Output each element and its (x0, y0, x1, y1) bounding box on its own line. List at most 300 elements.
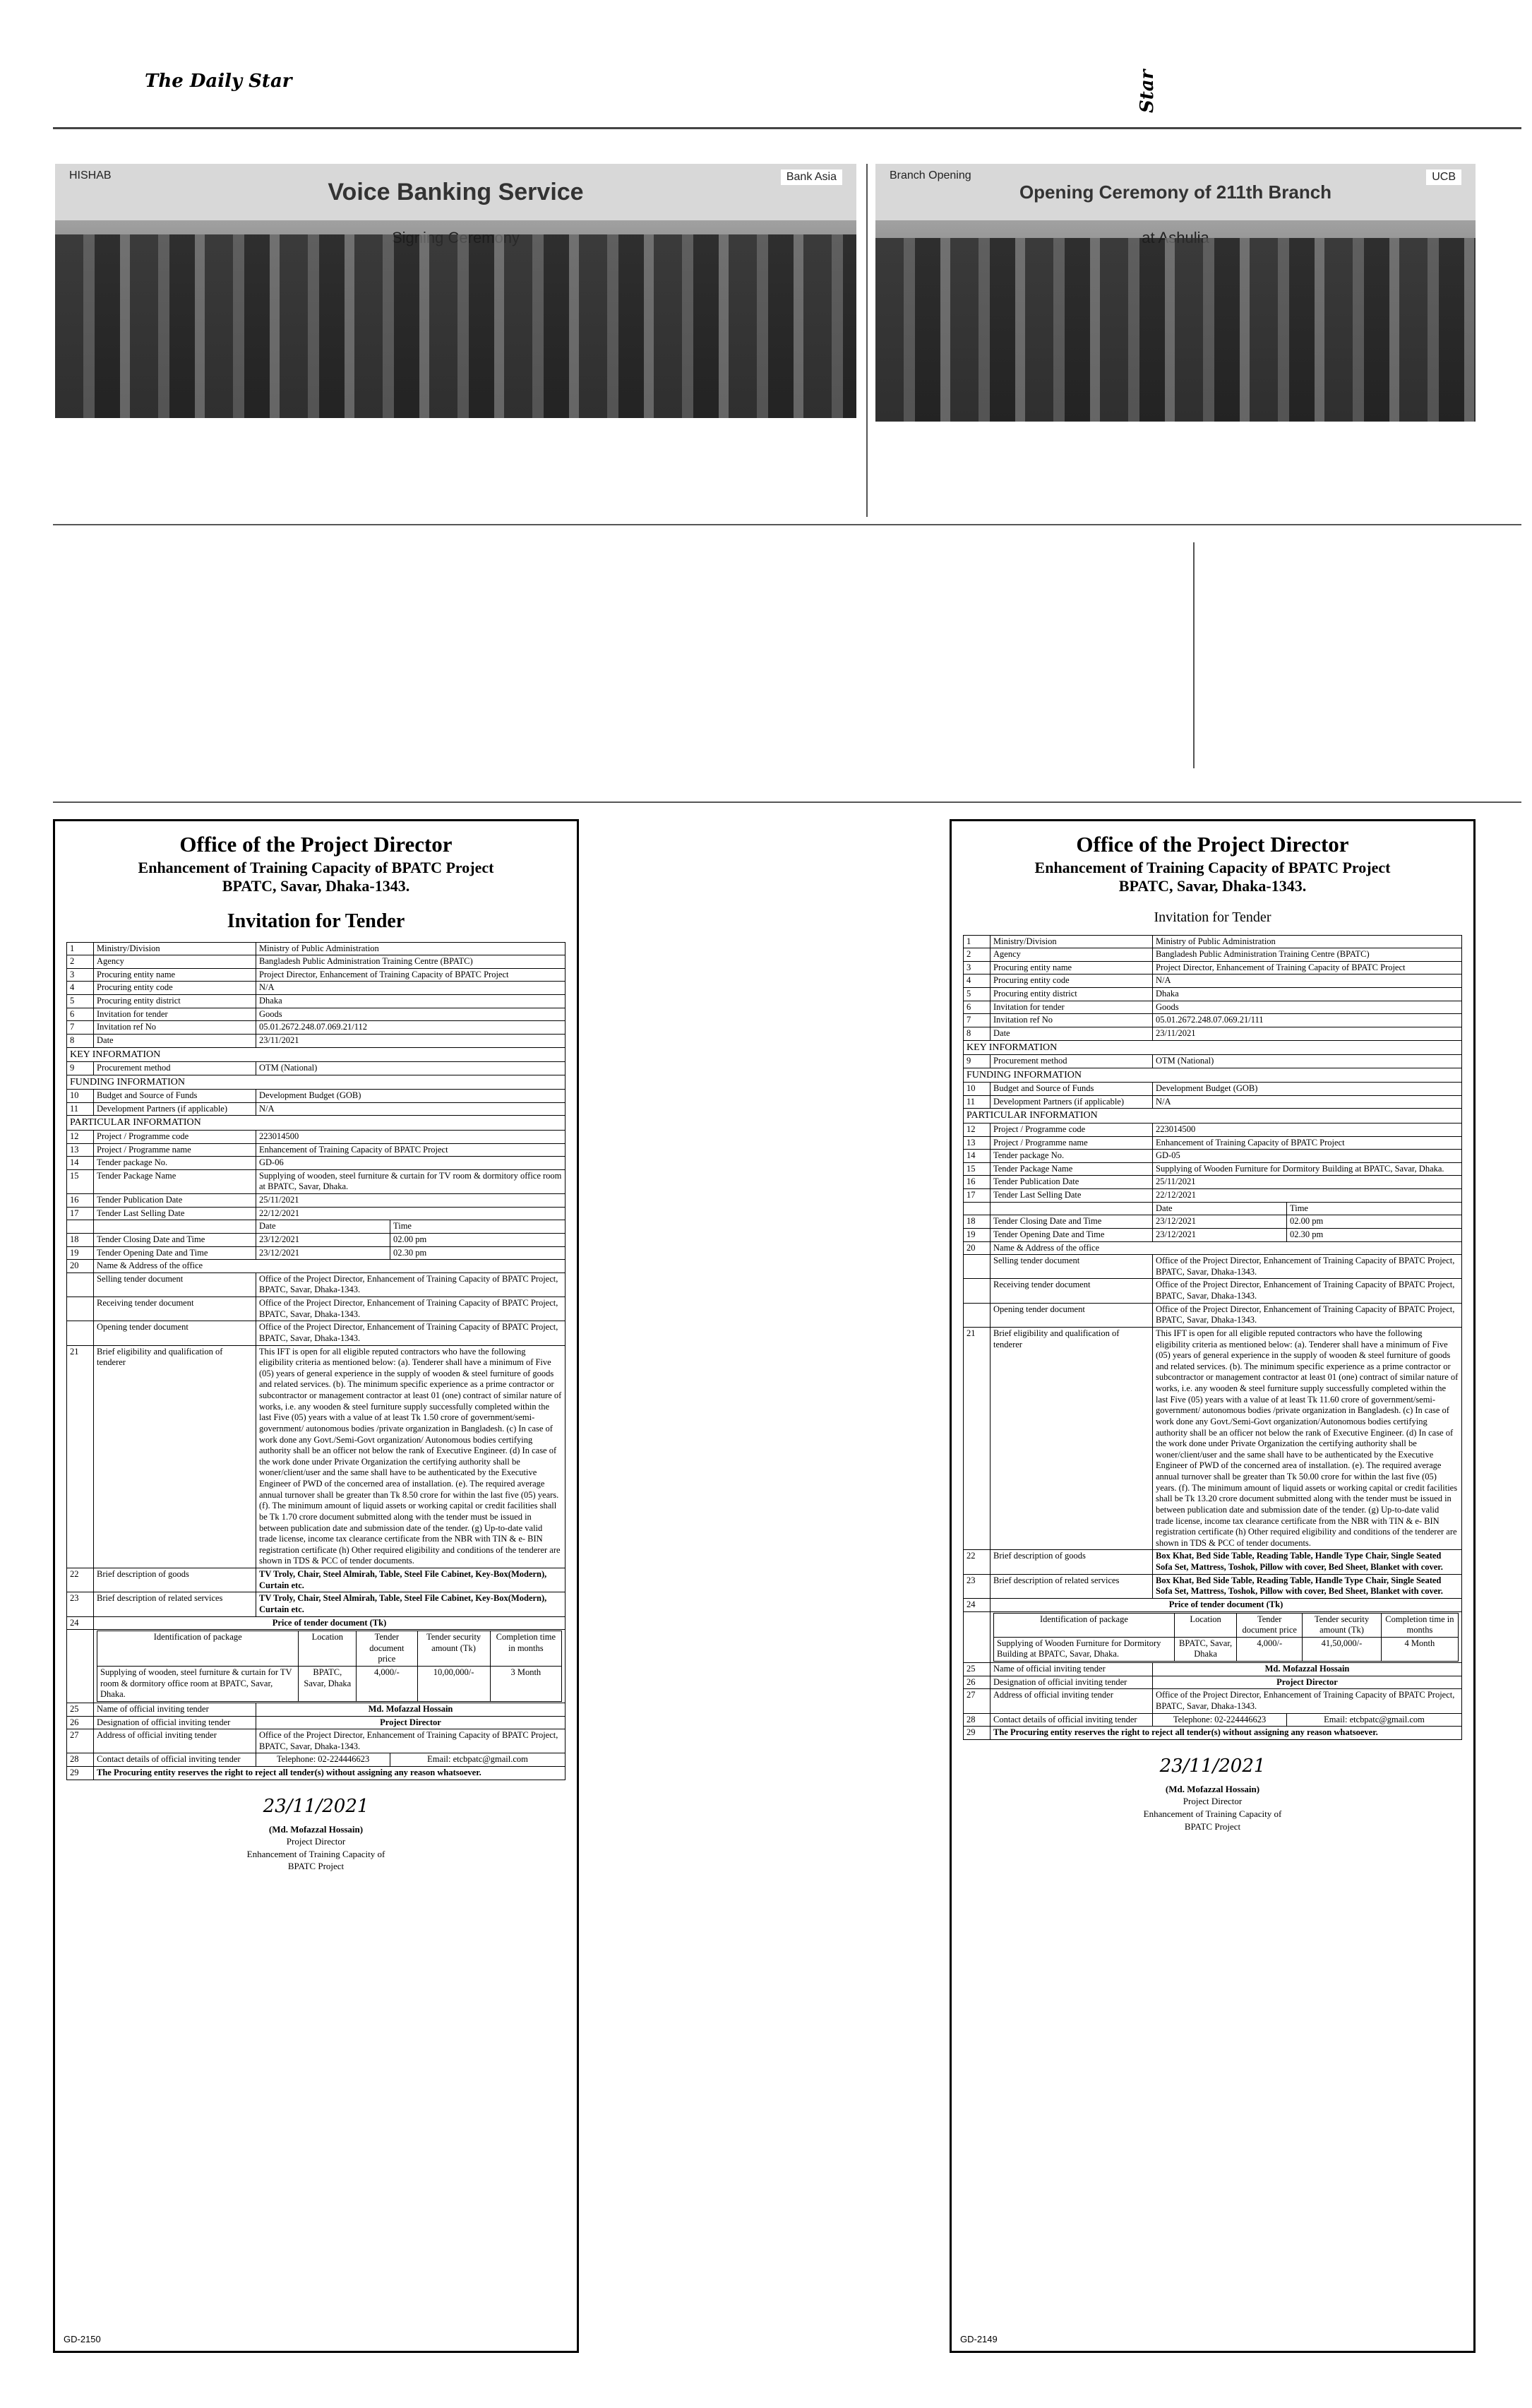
notice-subtitle: Enhancement of Training Capacity of BPATC Project (1034, 858, 1391, 876)
table-cell: 10,00,000/- (417, 1667, 490, 1702)
table-cell: Date (94, 1034, 256, 1047)
table-cell: 1 (964, 935, 991, 948)
table-cell: Bangladesh Public Administration Training Centre (BPATC) (1153, 948, 1462, 962)
table-cell: 23/12/2021 (256, 1246, 390, 1260)
table-cell: Tender security amount (Tk) (417, 1631, 490, 1667)
table-cell: 25 (67, 1703, 94, 1716)
table-row (964, 1189, 1462, 1203)
table-cell (964, 1303, 991, 1327)
table-cell: 18 (67, 1233, 94, 1246)
table-cell: 10 (67, 1090, 94, 1103)
table-cell: 23/11/2021 (1153, 1027, 1462, 1040)
table-row (67, 1169, 565, 1193)
table-cell: Office of the Project Director, Enhancement of Training Capacity of BPATC Project, BPATC, Savar, Dhaka-1343. (1153, 1255, 1462, 1279)
notice-address: BPATC, Savar, Dhaka-1343. (1118, 877, 1307, 895)
table-cell: Tender Last Selling Date (94, 1207, 256, 1220)
table-cell: Telephone: 02-224446623 (1153, 1713, 1287, 1727)
table-cell: OTM (National) (256, 1062, 565, 1075)
table-row (964, 1109, 1462, 1123)
table-cell: Receiving tender document (94, 1297, 256, 1321)
table-cell: Md. Mofazzal Hossain (1153, 1663, 1462, 1676)
table-cell: Tender Publication Date (94, 1194, 256, 1208)
table-cell: Procurement method (94, 1062, 256, 1075)
table-cell: Brief description of related services (94, 1592, 256, 1616)
table-cell: 8 (67, 1034, 94, 1047)
masthead-logo-rotated: Star (1137, 69, 1158, 113)
table-row (67, 982, 565, 995)
table-row (67, 1194, 565, 1208)
table-row (964, 1663, 1462, 1676)
table-cell (67, 1630, 94, 1703)
table-cell: Ministry of Public Administration (256, 942, 565, 955)
table-row (964, 1689, 1462, 1713)
table-cell: Bangladesh Public Administration Training Centre (BPATC) (256, 955, 565, 969)
table-cell: 22 (964, 1550, 991, 1574)
table-cell: 223014500 (1153, 1123, 1462, 1136)
table-cell: Agency (94, 955, 256, 969)
table-cell: Budget and Source of Funds (991, 1083, 1153, 1096)
table-cell: Tender Last Selling Date (991, 1189, 1153, 1203)
table-cell: Location (299, 1631, 357, 1667)
notice-title: Office of the Project Director (179, 832, 453, 857)
table-row (67, 1157, 565, 1170)
tender-table (66, 942, 565, 1780)
signatory-org: BPATC Project (287, 1861, 345, 1872)
signature-block (66, 1794, 565, 1873)
section-divider (53, 801, 1521, 803)
table-cell: Office of the Project Director, Enhancement of Training Capacity of BPATC Project, BPATC, Savar, Dhaka-1343. (256, 1297, 565, 1321)
table-cell: 5 (67, 995, 94, 1008)
table-row (97, 1667, 562, 1702)
table-cell: 15 (964, 1162, 991, 1176)
tender-notice-gd-05 (950, 819, 1476, 2353)
column-divider (866, 164, 868, 517)
table-cell: 2 (67, 955, 94, 969)
table-cell: 17 (964, 1189, 991, 1203)
table-row (964, 1162, 1462, 1176)
tender-table (963, 935, 1462, 1740)
table-row (964, 1676, 1462, 1689)
table-cell: Time (390, 1220, 565, 1234)
table-row (964, 1255, 1462, 1279)
table-cell: 24 (964, 1598, 991, 1611)
table-row (964, 1095, 1462, 1109)
table-cell: 4 Month (1381, 1637, 1458, 1661)
section-divider (53, 524, 1521, 525)
table-cell: Ministry/Division (991, 935, 1153, 948)
table-cell: 3 Month (490, 1667, 561, 1702)
table-row (964, 1550, 1462, 1574)
table-cell: Contact details of official inviting tender (94, 1753, 256, 1767)
table-cell: 11 (67, 1102, 94, 1116)
table-cell: 12 (67, 1130, 94, 1143)
table-row (67, 1021, 565, 1035)
table-cell: Price of tender document (Tk) (991, 1598, 1462, 1611)
table-cell: Date (256, 1220, 390, 1234)
table-cell: Designation of official inviting tender (991, 1676, 1153, 1689)
table-cell: Ministry of Public Administration (1153, 935, 1462, 948)
table-cell: Office of the Project Director, Enhancement of Training Capacity of BPATC Project, BPATC, Savar, Dhaka-1343. (256, 1321, 565, 1345)
photo-banner: Opening Ceremony of 211th Branch (875, 164, 1476, 220)
table-cell: Procuring entity code (991, 974, 1153, 988)
table-cell: 27 (964, 1689, 991, 1713)
table-cell: 26 (67, 1716, 94, 1729)
section-heading: PARTICULAR INFORMATION (964, 1109, 1462, 1123)
photo-people (875, 238, 1476, 422)
table-cell: BPATC, Savar, Dhaka (1174, 1637, 1236, 1661)
table-row (964, 1176, 1462, 1189)
table-cell (94, 1220, 256, 1234)
table-cell: Location (1174, 1613, 1236, 1637)
table-cell: Invitation ref No (94, 1021, 256, 1035)
photo-voice-banking (55, 164, 856, 418)
table-cell: Email: etcbpatc@gmail.com (1287, 1713, 1462, 1727)
table-cell: Selling tender document (991, 1255, 1153, 1279)
table-cell: Supplying of Wooden Furniture for Dormitory Building at BPATC, Savar, Dhaka. (994, 1637, 1175, 1661)
table-row (67, 1297, 565, 1321)
table-cell: Procuring entity district (991, 988, 1153, 1001)
table-cell: 25/11/2021 (256, 1194, 565, 1208)
table-cell: 02.00 pm (390, 1233, 565, 1246)
table-cell: 20 (67, 1260, 94, 1273)
table-row (964, 1215, 1462, 1229)
table-cell: 18 (964, 1215, 991, 1229)
table-cell: Procuring entity name (991, 961, 1153, 974)
table-row (67, 1630, 565, 1703)
table-cell: Development Budget (GOB) (256, 1090, 565, 1103)
table-cell: N/A (1153, 1095, 1462, 1109)
table-cell: OTM (National) (1153, 1055, 1462, 1068)
table-cell: Telephone: 02-224446623 (256, 1753, 390, 1767)
table-cell: Project Director, Enhancement of Training Capacity of BPATC Project (1153, 961, 1462, 974)
table-row (67, 1075, 565, 1090)
table-row (964, 1228, 1462, 1241)
table-cell: 23/11/2021 (256, 1034, 565, 1047)
table-cell: Receiving tender document (991, 1279, 1153, 1303)
table-cell: Development Partners (if applicable) (94, 1102, 256, 1116)
table-cell: This IFT is open for all eligible reputed contractors who have the following eligibility criteria as mentioned below: (a). Tenderer shall have a minimum of Five (05) years of general experience in the supply of wooden & steel furniture of goods and related services. (b). The minimum specific experience as a prime contractor or subcontractor or management contractor at least 01 (one) contract of similar nature of works, i.e. any wooden & steel furniture supply successfully completed within the last Five (05) years with a value of at least Tk 11.60 crore of government/semi-government/ autonomous bodies /private organization in Bangladesh. (c) In case of work done any Govt./Semi-Govt organization/Autonomous bodies certifying authority shall be an officer not below the rank of Executive Engineer. (d) In case of the work done under Private Organization the certifying authority shall be woner/client/user and the same shall have to be authenticated by the Executive Engineer of PWD of the concerned area of installation. (e). The required average annual turnover shall be greater than Tk 50.00 crore for within the last five (05) years. (f). The minimum amount of liquid assets or working capital or credit facilities shall be Tk 13.20 crore document submitted along with the tender must be issued in between publication date and submission date of the tender. (g) Up-to-date valid trade license, income tax clearance certificate from the NBR with TIN & e- BIN registration certificate (h) Other required eligibility and conditions of the tenderer are shown in TDS & PCC of tender documents. (1153, 1327, 1462, 1550)
table-cell: Office of the Project Director, Enhancement of Training Capacity of BPATC Project, BPATC, Savar, Dhaka-1343. (1153, 1279, 1462, 1303)
photo-logo-right: UCB (1426, 169, 1461, 185)
table-cell: Enhancement of Training Capacity of BPATC Project (1153, 1136, 1462, 1150)
signatory-designation: Project Director (1183, 1796, 1243, 1807)
table-row (67, 1220, 565, 1234)
table-cell: 02.00 pm (1287, 1215, 1462, 1229)
table-cell: 23/12/2021 (1153, 1215, 1287, 1229)
table-cell: 4,000/- (357, 1667, 417, 1702)
table-row (67, 1130, 565, 1143)
table-cell: Tender Closing Date and Time (94, 1233, 256, 1246)
table-cell: Email: etcbpatc@gmail.com (390, 1753, 565, 1767)
table-cell: 21 (964, 1327, 991, 1550)
table-cell: 13 (964, 1136, 991, 1150)
photo-people (55, 234, 856, 418)
table-row (67, 1767, 565, 1780)
table-row (67, 1116, 565, 1131)
table-cell: Name of official inviting tender (991, 1663, 1153, 1676)
table-cell: The Procuring entity reserves the right to reject all tender(s) without assigning any reason whatsoever. (991, 1727, 1462, 1740)
table-cell: 26 (964, 1676, 991, 1689)
photo-logo-left: Branch Opening (890, 169, 971, 181)
table-cell: 23/12/2021 (1153, 1228, 1287, 1241)
table-cell: Completion time in months (1381, 1613, 1458, 1637)
section-heading: PARTICULAR INFORMATION (67, 1116, 565, 1131)
table-cell: Opening tender document (991, 1303, 1153, 1327)
table-cell: Budget and Source of Funds (94, 1090, 256, 1103)
table-cell: Office of the Project Director, Enhancement of Training Capacity of BPATC Project, BPATC, Savar, Dhaka-1343. (256, 1272, 565, 1297)
table-cell: Agency (991, 948, 1153, 962)
table-cell: Development Budget (GOB) (1153, 1083, 1462, 1096)
table-row (97, 1631, 562, 1667)
table-cell: Procurement method (991, 1055, 1153, 1068)
section-heading: FUNDING INFORMATION (67, 1075, 565, 1090)
table-cell: Project / Programme code (94, 1130, 256, 1143)
table-cell: Ministry/Division (94, 942, 256, 955)
table-row (964, 1040, 1462, 1055)
notice-title: Office of the Project Director (1076, 832, 1349, 857)
table-cell: Project Director, Enhancement of Training Capacity of BPATC Project (256, 968, 565, 982)
table-cell: Goods (1153, 1001, 1462, 1014)
table-row (964, 1001, 1462, 1014)
table-cell: Tender Package Name (991, 1162, 1153, 1176)
table-cell: Date (991, 1027, 1153, 1040)
notice-subtitle: Enhancement of Training Capacity of BPATC Project (138, 858, 494, 876)
table-cell: 25/11/2021 (1153, 1176, 1462, 1189)
table-cell: 41,50,000/- (1303, 1637, 1382, 1661)
table-cell: Procuring entity name (94, 968, 256, 982)
table-cell: 23/12/2021 (256, 1233, 390, 1246)
table-cell: 7 (964, 1014, 991, 1027)
table-cell: Designation of official inviting tender (94, 1716, 256, 1729)
table-cell: Tender security amount (Tk) (1303, 1613, 1382, 1637)
table-cell: 14 (67, 1157, 94, 1170)
table-row (964, 1727, 1462, 1740)
table-cell: Address of official inviting tender (991, 1689, 1153, 1713)
table-cell: Tender Opening Date and Time (991, 1228, 1153, 1241)
table-row (964, 1027, 1462, 1040)
table-cell: 19 (964, 1228, 991, 1241)
table-row (994, 1613, 1459, 1637)
table-row (67, 1207, 565, 1220)
table-cell: Opening tender document (94, 1321, 256, 1345)
table-row (964, 1611, 1462, 1663)
table-row (964, 961, 1462, 974)
masthead-logo: The Daily Star (145, 71, 292, 92)
table-cell: 28 (964, 1713, 991, 1727)
table-cell: 9 (67, 1062, 94, 1075)
table-cell: Invitation ref No (991, 1014, 1153, 1027)
table-cell: This IFT is open for all eligible reputed contractors who have the following eligibility criteria as mentioned below: (a). Tenderer shall have a minimum of Five (05) years of general experience in the supply of wooden & steel furniture of goods and related services. (b). The minimum specific experience as a prime contractor or subcontractor or management contractor at least 01 (one) contract of similar nature of works, i.e. any wooden & steel furniture supply successfully completed within the last Five (05) years with a value of at least Tk 1.50 crore of government/semi-government/ autonomous bodies /private organization in Bangladesh. (c) In case of work done any Govt./Semi-Govt organization/ Autonomous bodies certifying authority shall be an officer not below the rank of Executive Engineer. (d) In case of the work done under Private Organization the certifying authority shall be woner/client/user and the same shall have to be authenticated by the Executive Engineer of PWD of the concerned area of installation. (e). The required average annual turnover shall be greater than Tk 8.50 crore for within the last five (05) years. (f). The minimum amount of liquid assets or working capital or credit facilities shall be Tk 1.70 crore document submitted along with the tender must be issued in between publication date and submission date of the tender. (g) Up-to-date valid trade license, income tax clearance certificate from the NBR with TIN & e- BIN registration certificate (h) Other required eligibility and conditions of the tenderer are shown in TDS & PCC of tender documents. (256, 1345, 565, 1568)
table-cell: Box Khat, Bed Side Table, Reading Table, Handle Type Chair, Single Seated Sofa Set, Mattress, Toshok, Pillow with cover, Bed Sheet, Blanket with cover. (1153, 1550, 1462, 1574)
table-cell: BPATC, Savar, Dhaka (299, 1667, 357, 1702)
table-cell: 23 (964, 1574, 991, 1598)
table-cell: 13 (67, 1143, 94, 1157)
table-cell: GD-06 (256, 1157, 565, 1170)
table-cell: 8 (964, 1027, 991, 1040)
table-row (67, 1568, 565, 1592)
notice-address: BPATC, Savar, Dhaka-1343. (222, 877, 410, 895)
table-cell: 10 (964, 1083, 991, 1096)
table-row (964, 1327, 1462, 1550)
table-row (964, 1713, 1462, 1727)
signatory-name: (Md. Mofazzal Hossain) (1165, 1783, 1260, 1794)
table-cell: Brief description of goods (94, 1568, 256, 1592)
price-table-cell (991, 1611, 1462, 1663)
table-cell: Box Khat, Bed Side Table, Reading Table, Handle Type Chair, Single Seated Sofa Set, Mattress, Toshok, Pillow with cover, Bed Sheet, Blanket with cover. (1153, 1574, 1462, 1598)
table-cell: 23 (67, 1592, 94, 1616)
table-cell: Development Partners (if applicable) (991, 1095, 1153, 1109)
table-row (67, 995, 565, 1008)
table-cell (964, 1611, 991, 1663)
table-row (964, 935, 1462, 948)
signature-scribble: 23/11/2021 (263, 1795, 369, 1817)
table-cell: 15 (67, 1169, 94, 1193)
column-divider (1193, 542, 1195, 768)
table-cell: Tender document price (357, 1631, 417, 1667)
signature-scribble: 23/11/2021 (1159, 1755, 1266, 1777)
table-cell: Tender Closing Date and Time (991, 1215, 1153, 1229)
table-cell: Md. Mofazzal Hossain (256, 1703, 565, 1716)
table-row (67, 1592, 565, 1616)
section-heading: KEY INFORMATION (67, 1047, 565, 1062)
table-row (994, 1637, 1459, 1661)
table-cell: Project Director (1153, 1676, 1462, 1689)
table-cell: 28 (67, 1753, 94, 1767)
table-cell: Brief description of related services (991, 1574, 1153, 1598)
table-cell: 25 (964, 1663, 991, 1676)
table-cell: Identification of package (97, 1631, 299, 1667)
table-cell: Supplying of Wooden Furniture for Dormitory Building at BPATC, Savar, Dhaka. (1153, 1162, 1462, 1176)
table-cell: Enhancement of Training Capacity of BPATC Project (256, 1143, 565, 1157)
table-cell (67, 1297, 94, 1321)
table-row (964, 1068, 1462, 1083)
table-cell: Date (1153, 1202, 1287, 1215)
table-row (964, 1598, 1462, 1611)
table-cell: Office of the Project Director, Enhancement of Training Capacity of BPATC Project, BPATC, Savar, Dhaka-1343. (256, 1729, 565, 1753)
table-cell: 16 (964, 1176, 991, 1189)
price-table (97, 1631, 562, 1702)
table-cell (964, 1255, 991, 1279)
table-cell: Invitation for tender (94, 1008, 256, 1021)
photo-logo-left: HISHAB (69, 169, 112, 181)
table-row (67, 1345, 565, 1568)
table-cell: 14 (964, 1150, 991, 1163)
table-cell: Supplying of wooden, steel furniture & curtain for TV room & dormitory office room at BPATC, Savar, Dhaka. (256, 1169, 565, 1193)
table-cell: Tender Opening Date and Time (94, 1246, 256, 1260)
table-row (67, 1753, 565, 1767)
table-cell: 05.01.2672.248.07.069.21/112 (256, 1021, 565, 1035)
table-cell: Dhaka (1153, 988, 1462, 1001)
table-cell: Selling tender document (94, 1272, 256, 1297)
table-cell: Procuring entity district (94, 995, 256, 1008)
table-cell: 4,000/- (1237, 1637, 1303, 1661)
table-row (964, 1202, 1462, 1215)
section-heading: KEY INFORMATION (964, 1040, 1462, 1055)
table-row (67, 1703, 565, 1716)
table-cell: Project Director (256, 1716, 565, 1729)
table-cell: Contact details of official inviting tender (991, 1713, 1153, 1727)
table-row (964, 1136, 1462, 1150)
photo-branch-opening (875, 164, 1476, 422)
gd-code: GD-2149 (960, 2333, 998, 2344)
table-cell: 22/12/2021 (256, 1207, 565, 1220)
table-cell: 21 (67, 1345, 94, 1568)
table-row (964, 1241, 1462, 1255)
table-cell: 19 (67, 1246, 94, 1260)
table-cell: Office of the Project Director, Enhancement of Training Capacity of BPATC Project, BPATC, Savar, Dhaka-1343. (1153, 1689, 1462, 1713)
table-cell: 1 (67, 942, 94, 955)
table-cell: 5 (964, 988, 991, 1001)
table-cell: TV Troly, Chair, Steel Almirah, Table, Steel File Cabinet, Key-Box(Modern), Curtain etc. (256, 1592, 565, 1616)
table-cell: 22 (67, 1568, 94, 1592)
table-cell: 3 (67, 968, 94, 982)
signatory-designation: Project Director (286, 1836, 346, 1847)
table-row (67, 1716, 565, 1729)
table-cell: Brief eligibility and qualification of tenderer (991, 1327, 1153, 1550)
table-cell: 9 (964, 1055, 991, 1068)
table-cell: 05.01.2672.248.07.069.21/111 (1153, 1014, 1462, 1027)
table-cell: 29 (964, 1727, 991, 1740)
table-row (67, 1034, 565, 1047)
table-row (964, 1055, 1462, 1068)
table-row (67, 1233, 565, 1246)
table-cell: Name & Address of the office (991, 1241, 1462, 1255)
table-cell: 22/12/2021 (1153, 1189, 1462, 1203)
table-row (67, 1729, 565, 1753)
table-cell: 4 (964, 974, 991, 988)
table-cell: Brief description of goods (991, 1550, 1153, 1574)
table-cell: TV Troly, Chair, Steel Almirah, Table, Steel File Cabinet, Key-Box(Modern), Curtain etc. (256, 1568, 565, 1592)
table-cell: Tender package No. (94, 1157, 256, 1170)
table-row (67, 1616, 565, 1630)
table-row (964, 1014, 1462, 1027)
table-cell: Supplying of wooden, steel furniture & curtain for TV room & dormitory office room at BPATC, Savar, Dhaka. (97, 1667, 299, 1702)
price-table (993, 1613, 1459, 1662)
table-cell: 6 (67, 1008, 94, 1021)
table-cell: N/A (256, 982, 565, 995)
price-table-cell (94, 1630, 565, 1703)
table-row (67, 1260, 565, 1273)
table-cell: Dhaka (256, 995, 565, 1008)
table-cell: Project / Programme name (991, 1136, 1153, 1150)
table-cell: Name & Address of the office (94, 1260, 565, 1273)
tender-notice-gd-06 (53, 819, 579, 2353)
table-cell (964, 1202, 991, 1215)
table-row (964, 1150, 1462, 1163)
table-cell: Tender Package Name (94, 1169, 256, 1193)
table-row (964, 1574, 1462, 1598)
table-cell: N/A (256, 1102, 565, 1116)
table-row (67, 942, 565, 955)
table-cell: Procuring entity code (94, 982, 256, 995)
table-row (964, 1123, 1462, 1136)
table-cell (67, 1220, 94, 1234)
table-cell: 20 (964, 1241, 991, 1255)
table-cell: 17 (67, 1207, 94, 1220)
table-row (67, 1143, 565, 1157)
table-cell: Project / Programme code (991, 1123, 1153, 1136)
table-row (67, 1047, 565, 1062)
table-cell: 3 (964, 961, 991, 974)
table-cell: 7 (67, 1021, 94, 1035)
table-cell (67, 1272, 94, 1297)
table-cell (67, 1321, 94, 1345)
table-row (964, 948, 1462, 962)
table-cell: N/A (1153, 974, 1462, 988)
notice-heading: Invitation for Tender (1154, 909, 1271, 925)
table-cell: 29 (67, 1767, 94, 1780)
table-cell: 2 (964, 948, 991, 962)
